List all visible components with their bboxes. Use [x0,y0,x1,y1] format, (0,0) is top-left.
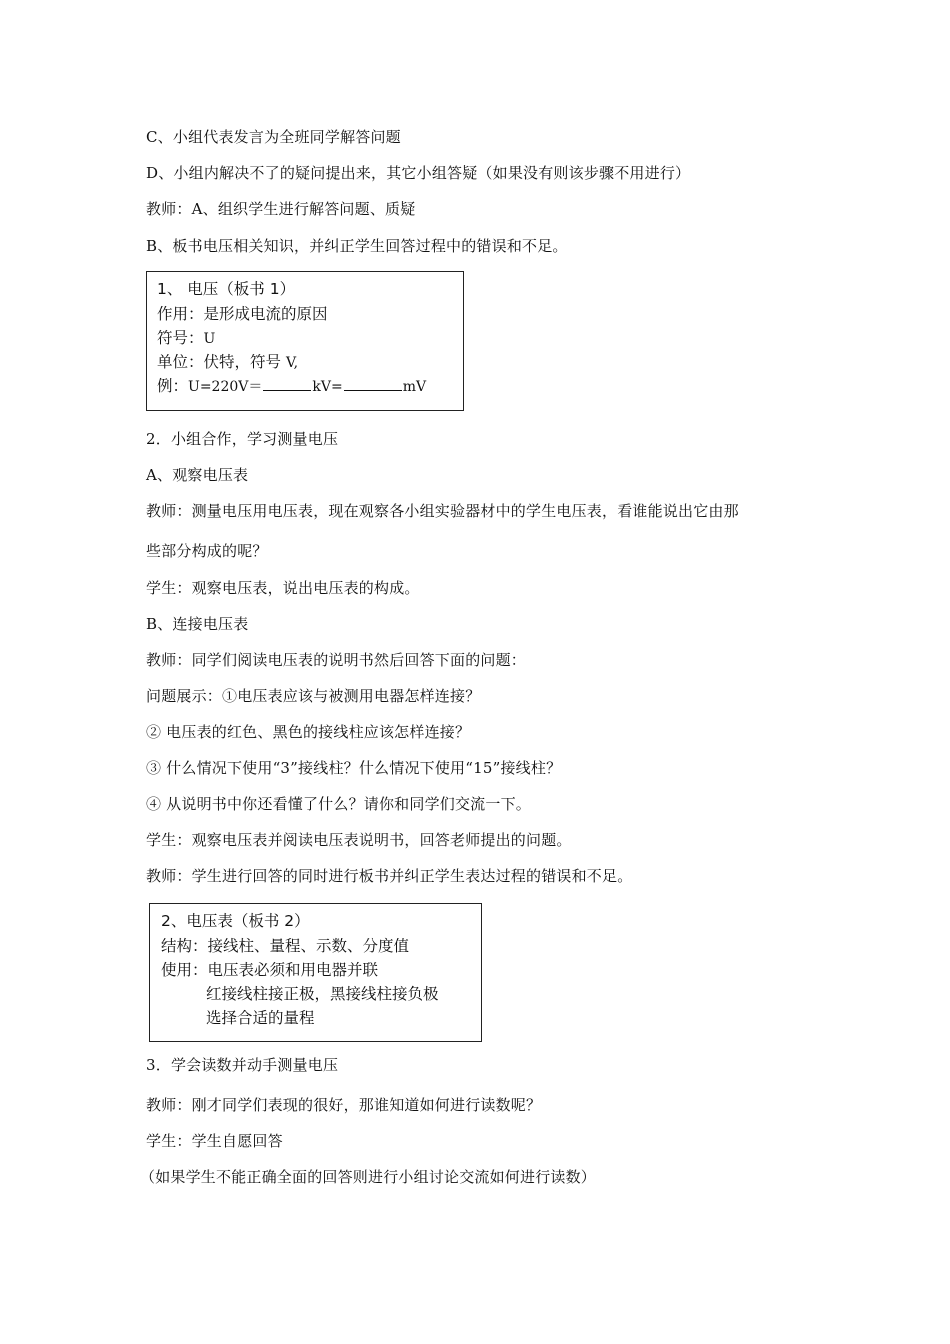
board1-example-part2: kV= [312,379,343,395]
board1-function: 作用：是形成电流的原因 [157,305,328,323]
text-line-student-answer: 学生：观察电压表并阅读电压表说明书，回答老师提出的问题。 [146,831,572,849]
board2-usage-terminals: 红接线柱接正极，黑接线柱接负极 [206,985,439,1003]
board2-usage: 使用：电压表必须和用电器并联 [161,961,379,979]
board2-title: 2、电压表（板书 2） [161,912,310,930]
board1-unit-label: 单位：伏特，符号 [157,353,286,371]
board1-example [157,375,426,398]
board1-example-label: 例： [157,377,189,395]
board1-symbol [157,327,215,350]
board1-unit [157,351,298,374]
text-line-note-discussion: （如果学生不能正确全面的回答则进行小组讨论交流如何进行读数） [140,1168,597,1186]
text-line-question-2: ② 电压表的红色、黑色的接线柱应该怎样连接？ [146,723,471,741]
board2-structure: 结构：接线柱、量程、示数、分度值 [161,937,410,955]
text-line-b-board: B、板书电压相关知识，并纠正学生回答过程中的错误和不足。 [146,237,568,255]
board1-symbol-label: 符号： [157,329,204,347]
board1-title: 1、 电压（板书 1） [157,280,296,298]
text-line-teacher-measure-cont: 些部分构成的呢？ [146,542,268,560]
text-line-student-observe: 学生：观察电压表，说出电压表的构成。 [146,579,420,597]
board1-unit-value: V, [285,355,299,371]
text-line-a-observe: A、观察电压表 [146,466,249,484]
text-line-c: C、小组代表发言为全班同学解答问题 [146,128,401,146]
board1-example-part1: U=220V＝ [188,379,263,395]
board1-blank-2 [344,376,402,391]
board1-example-part3: mV [402,379,427,395]
text-line-teacher-read: 教师：同学们阅读电压表的说明书然后回答下面的问题： [146,651,527,669]
text-line-student-volunteer: 学生：学生自愿回答 [146,1132,283,1150]
text-line-teacher-board: 教师：学生进行回答的同时进行板书并纠正学生表达过程的错误和不足。 [146,867,633,885]
text-line-question-1: 问题展示：①电压表应该与被测用电器怎样连接？ [146,687,481,705]
board-box-voltage [146,271,464,411]
text-line-question-3: ③ 什么情况下使用“3”接线柱？什么情况下使用“15”接线柱？ [146,759,562,777]
text-line-teacher-a: 教师：A、组织学生进行解答问题、质疑 [146,200,416,218]
board-box-voltmeter [149,903,482,1042]
text-line-teacher-measure: 教师：测量电压用电压表，现在观察各小组实验器材中的学生电压表，看谁能说出它由那 [146,502,739,520]
text-line-b-connect: B、连接电压表 [146,615,249,633]
text-line-d: D、小组内解决不了的疑问提出来，其它小组答疑（如果没有则该步骤不用进行） [146,164,691,182]
text-line-teacher-reading: 教师：刚才同学们表现的很好，那谁知道如何进行读数呢？ [146,1096,542,1114]
board1-blank-1 [263,376,311,391]
text-line-section-3: 3．学会读数并动手测量电压 [146,1056,339,1074]
text-line-question-4: ④ 从说明书中你还看懂了什么？请你和同学们交流一下。 [146,795,531,813]
board1-symbol-value: U [203,331,216,347]
board2-usage-range: 选择合适的量程 [206,1009,315,1027]
text-line-section-2: 2．小组合作，学习测量电压 [146,430,339,448]
